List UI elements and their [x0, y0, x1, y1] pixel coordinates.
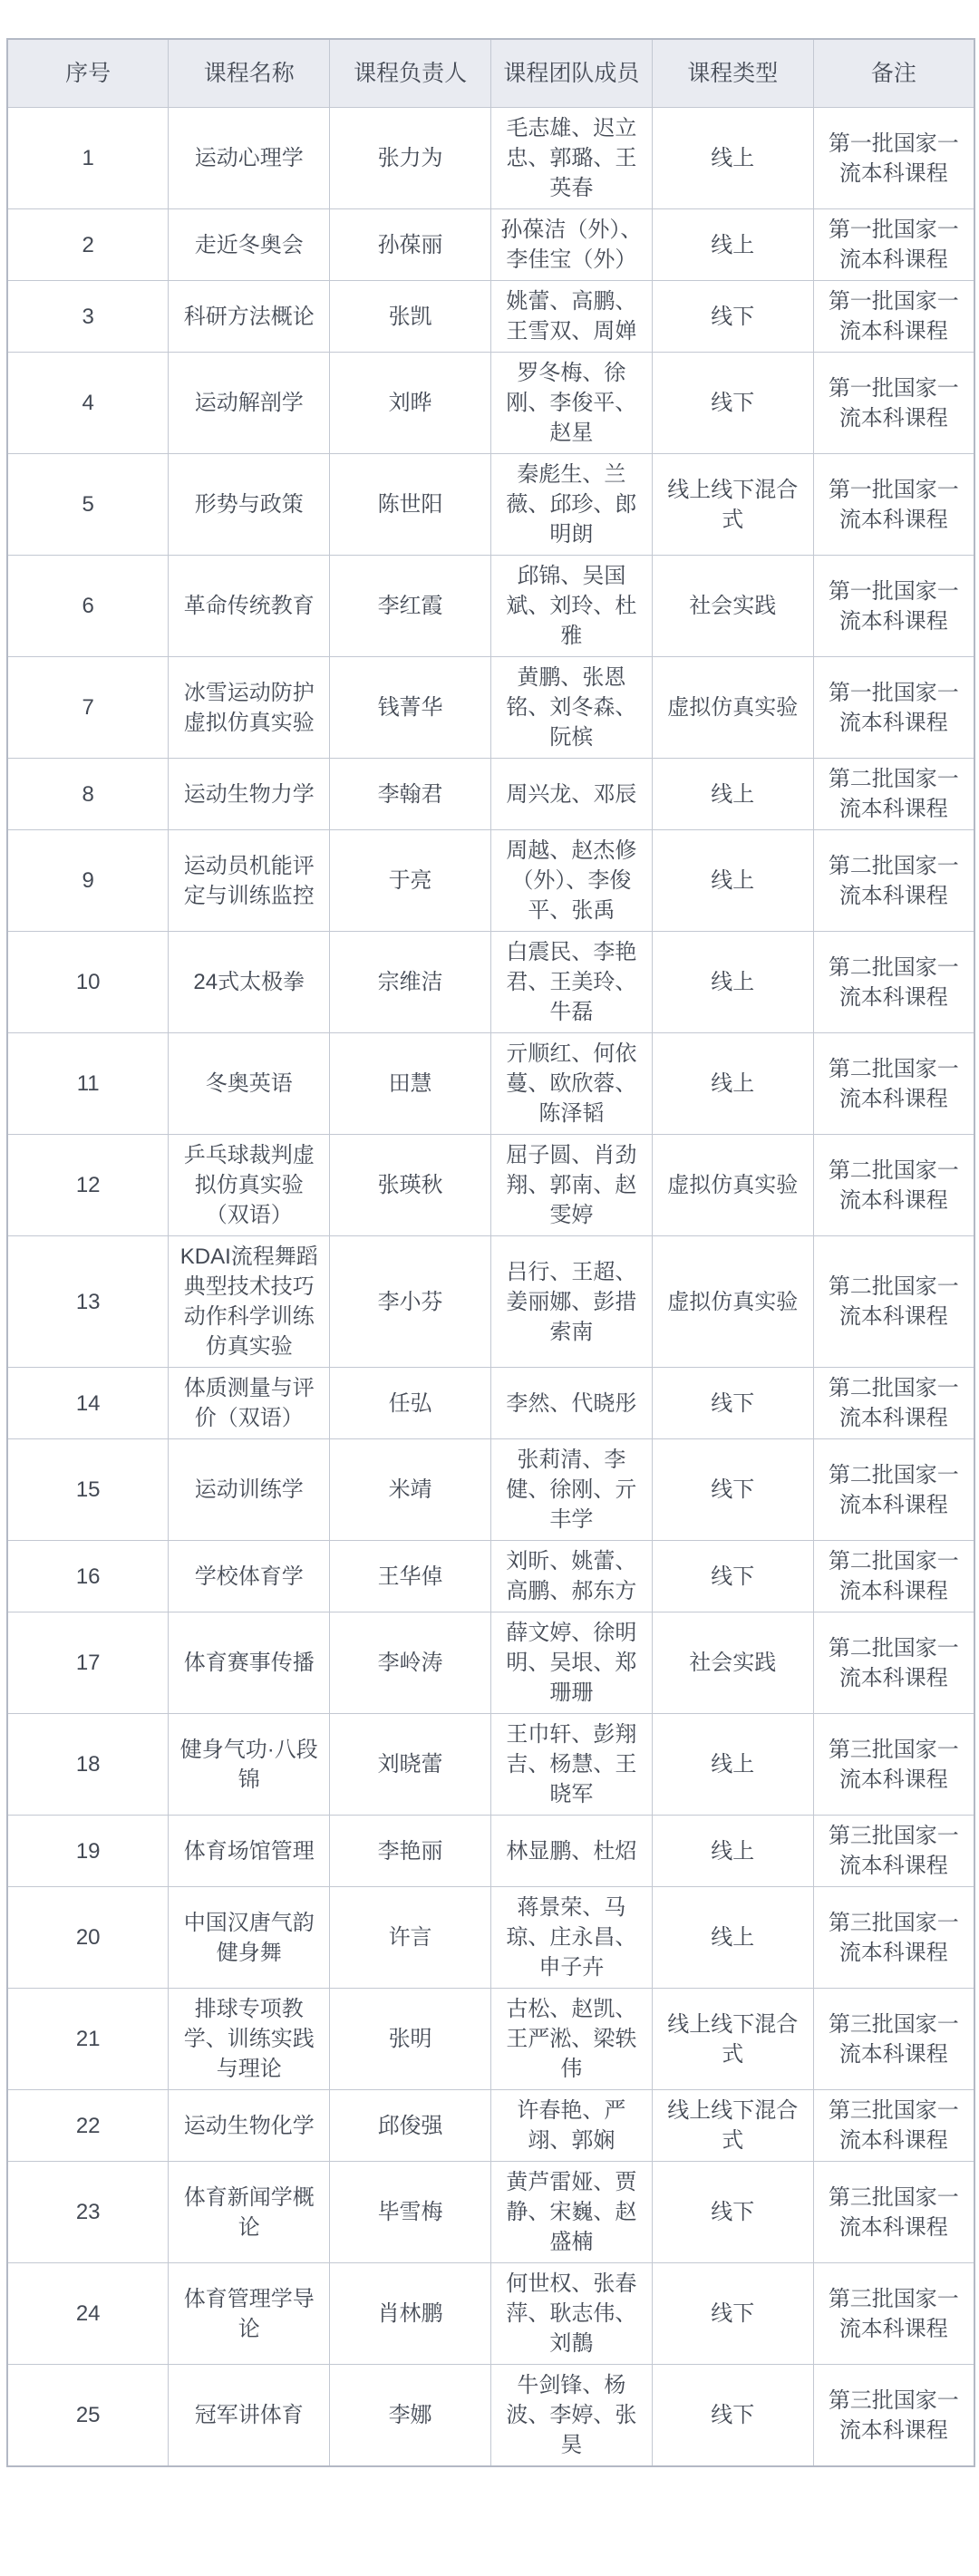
cell-index: 11 [7, 1033, 169, 1135]
cell-index: 22 [7, 2090, 169, 2162]
cell-leader: 张瑛秋 [330, 1135, 491, 1236]
cell-course-type: 线上 [652, 759, 813, 830]
table-row [7, 1714, 974, 1816]
cell-course-type: 线上 [652, 1887, 813, 1989]
cell-team-members: 何世权、张春萍、耿志伟、刘鶄 [490, 2263, 652, 2365]
cell-index: 10 [7, 932, 169, 1033]
cell-index: 18 [7, 1714, 169, 1816]
cell-index: 16 [7, 1541, 169, 1612]
cell-index: 19 [7, 1816, 169, 1887]
table-row [7, 1816, 974, 1887]
header-course-name: 课程名称 [169, 39, 330, 108]
cell-index: 4 [7, 353, 169, 454]
header-team: 课程团队成员 [490, 39, 652, 108]
table-row [7, 1033, 974, 1135]
table-row [7, 2365, 974, 2467]
cell-team-members: 黄鹏、张恩铭、刘冬森、阮槟 [490, 657, 652, 759]
cell-course-name: 中国汉唐气韵健身舞 [169, 1887, 330, 1989]
header-note: 备注 [813, 39, 974, 108]
cell-course-type: 线下 [652, 2263, 813, 2365]
cell-leader: 张力为 [330, 108, 491, 209]
cell-note: 第三批国家一流本科课程 [813, 1989, 974, 2090]
cell-leader: 毕雪梅 [330, 2162, 491, 2263]
table-row [7, 1989, 974, 2090]
cell-note: 第二批国家一流本科课程 [813, 830, 974, 932]
cell-note: 第二批国家一流本科课程 [813, 1368, 974, 1439]
table-row [7, 454, 974, 556]
cell-team-members: 姚蕾、高鹏、王雪双、周婵 [490, 281, 652, 353]
cell-course-name: 健身气功·八段锦 [169, 1714, 330, 1816]
table-row [7, 657, 974, 759]
cell-index: 1 [7, 108, 169, 209]
cell-leader: 陈世阳 [330, 454, 491, 556]
cell-leader: 钱菁华 [330, 657, 491, 759]
cell-team-members: 亓顺红、何依蔓、欧欣蓉、陈泽韬 [490, 1033, 652, 1135]
cell-note: 第二批国家一流本科课程 [813, 1541, 974, 1612]
cell-course-name: 体育赛事传播 [169, 1612, 330, 1714]
cell-course-name: 运动生物化学 [169, 2090, 330, 2162]
cell-course-name: 学校体育学 [169, 1541, 330, 1612]
cell-leader: 王华倬 [330, 1541, 491, 1612]
cell-team-members: 周越、赵杰修（外）、李俊平、张禹 [490, 830, 652, 932]
cell-team-members: 古松、赵凯、王严淞、梁轶伟 [490, 1989, 652, 2090]
cell-course-type: 社会实践 [652, 556, 813, 657]
cell-team-members: 罗冬梅、徐刚、李俊平、赵星 [490, 353, 652, 454]
cell-course-name: 运动训练学 [169, 1439, 330, 1541]
course-table [6, 38, 975, 2467]
cell-note: 第三批国家一流本科课程 [813, 2162, 974, 2263]
cell-leader: 于亮 [330, 830, 491, 932]
cell-course-type: 线下 [652, 2365, 813, 2467]
cell-note: 第三批国家一流本科课程 [813, 2090, 974, 2162]
cell-note: 第一批国家一流本科课程 [813, 353, 974, 454]
cell-leader: 李红霞 [330, 556, 491, 657]
cell-team-members: 王巾轩、彭翔吉、杨慧、王晓军 [490, 1714, 652, 1816]
cell-leader: 任弘 [330, 1368, 491, 1439]
cell-course-type: 虚拟仿真实验 [652, 1135, 813, 1236]
cell-note: 第一批国家一流本科课程 [813, 209, 974, 281]
cell-index: 3 [7, 281, 169, 353]
cell-course-type: 线上 [652, 209, 813, 281]
cell-course-name: 冰雪运动防护虚拟仿真实验 [169, 657, 330, 759]
cell-note: 第二批国家一流本科课程 [813, 1033, 974, 1135]
cell-index: 24 [7, 2263, 169, 2365]
cell-leader: 孙葆丽 [330, 209, 491, 281]
cell-leader: 米靖 [330, 1439, 491, 1541]
cell-course-name: 运动解剖学 [169, 353, 330, 454]
cell-team-members: 薛文婷、徐明明、吴垠、郑珊珊 [490, 1612, 652, 1714]
cell-index: 13 [7, 1236, 169, 1368]
table-row [7, 932, 974, 1033]
cell-index: 23 [7, 2162, 169, 2263]
cell-course-type: 线上线下混合式 [652, 454, 813, 556]
cell-course-type: 虚拟仿真实验 [652, 657, 813, 759]
cell-team-members: 周兴龙、邓辰 [490, 759, 652, 830]
header-type: 课程类型 [652, 39, 813, 108]
table-row [7, 830, 974, 932]
table-row [7, 556, 974, 657]
cell-course-name: 运动心理学 [169, 108, 330, 209]
cell-index: 17 [7, 1612, 169, 1714]
table-row [7, 1368, 974, 1439]
cell-note: 第一批国家一流本科课程 [813, 108, 974, 209]
cell-index: 12 [7, 1135, 169, 1236]
cell-course-type: 线下 [652, 1439, 813, 1541]
header-leader: 课程负责人 [330, 39, 491, 108]
cell-note: 第二批国家一流本科课程 [813, 759, 974, 830]
cell-team-members: 吕行、王超、姜丽娜、彭措索南 [490, 1236, 652, 1368]
cell-leader: 李岭涛 [330, 1612, 491, 1714]
table-row [7, 1887, 974, 1989]
cell-course-name: 运动生物力学 [169, 759, 330, 830]
cell-index: 20 [7, 1887, 169, 1989]
cell-team-members: 牛剑锋、杨波、李婷、张昊 [490, 2365, 652, 2467]
cell-index: 15 [7, 1439, 169, 1541]
cell-course-name: 革命传统教育 [169, 556, 330, 657]
cell-note: 第一批国家一流本科课程 [813, 454, 974, 556]
cell-course-name: 体质测量与评价（双语） [169, 1368, 330, 1439]
cell-index: 14 [7, 1368, 169, 1439]
table-row [7, 2162, 974, 2263]
cell-course-name: 冬奥英语 [169, 1033, 330, 1135]
cell-course-name: 体育场馆管理 [169, 1816, 330, 1887]
table-row [7, 1541, 974, 1612]
cell-course-name: 乒乓球裁判虚拟仿真实验（双语） [169, 1135, 330, 1236]
table-row [7, 759, 974, 830]
cell-note: 第二批国家一流本科课程 [813, 1135, 974, 1236]
table-row [7, 281, 974, 353]
cell-note: 第三批国家一流本科课程 [813, 2263, 974, 2365]
cell-leader: 宗维洁 [330, 932, 491, 1033]
cell-team-members: 孙葆洁（外）、李佳宝（外） [490, 209, 652, 281]
cell-note: 第三批国家一流本科课程 [813, 1714, 974, 1816]
table-row [7, 1236, 974, 1368]
cell-leader: 张明 [330, 1989, 491, 2090]
cell-team-members: 邱锦、吴国斌、刘玲、杜雅 [490, 556, 652, 657]
cell-course-type: 线上 [652, 1816, 813, 1887]
cell-course-type: 虚拟仿真实验 [652, 1236, 813, 1368]
cell-team-members: 张莉清、李健、徐刚、亓丰学 [490, 1439, 652, 1541]
cell-note: 第一批国家一流本科课程 [813, 281, 974, 353]
cell-course-name: 体育新闻学概论 [169, 2162, 330, 2263]
cell-course-type: 线上 [652, 1714, 813, 1816]
cell-team-members: 许春艳、严翊、郭娴 [490, 2090, 652, 2162]
cell-note: 第一批国家一流本科课程 [813, 657, 974, 759]
cell-course-name: 科研方法概论 [169, 281, 330, 353]
cell-course-name: 运动员机能评定与训练监控 [169, 830, 330, 932]
cell-note: 第三批国家一流本科课程 [813, 1816, 974, 1887]
cell-index: 2 [7, 209, 169, 281]
cell-index: 8 [7, 759, 169, 830]
cell-leader: 李翰君 [330, 759, 491, 830]
cell-leader: 邱俊强 [330, 2090, 491, 2162]
cell-course-type: 线上 [652, 108, 813, 209]
cell-note: 第二批国家一流本科课程 [813, 1612, 974, 1714]
cell-course-name: 走近冬奥会 [169, 209, 330, 281]
cell-leader: 许言 [330, 1887, 491, 1989]
cell-course-type: 线上线下混合式 [652, 1989, 813, 2090]
table-row [7, 353, 974, 454]
cell-team-members: 刘昕、姚蕾、高鹏、郝东方 [490, 1541, 652, 1612]
table-body [7, 108, 974, 2467]
cell-team-members: 秦彪生、兰薇、邱珍、郎明朗 [490, 454, 652, 556]
cell-course-type: 线上 [652, 830, 813, 932]
cell-note: 第二批国家一流本科课程 [813, 932, 974, 1033]
cell-leader: 田慧 [330, 1033, 491, 1135]
cell-note: 第二批国家一流本科课程 [813, 1236, 974, 1368]
cell-course-name: KDAI流程舞蹈典型技术技巧动作科学训练仿真实验 [169, 1236, 330, 1368]
table-row [7, 1135, 974, 1236]
cell-course-type: 线上 [652, 932, 813, 1033]
cell-course-type: 线下 [652, 281, 813, 353]
cell-course-type: 线下 [652, 1368, 813, 1439]
cell-course-type: 线下 [652, 2162, 813, 2263]
cell-note: 第三批国家一流本科课程 [813, 2365, 974, 2467]
cell-course-name: 排球专项教学、训练实践与理论 [169, 1989, 330, 2090]
cell-team-members: 毛志雄、迟立忠、郭璐、王英春 [490, 108, 652, 209]
cell-leader: 李艳丽 [330, 1816, 491, 1887]
table-row [7, 209, 974, 281]
cell-index: 21 [7, 1989, 169, 2090]
cell-leader: 刘晓蕾 [330, 1714, 491, 1816]
table-row [7, 2090, 974, 2162]
table-row [7, 108, 974, 209]
cell-team-members: 蒋景荣、马琼、庄永昌、申子卉 [490, 1887, 652, 1989]
cell-course-name: 体育管理学导论 [169, 2263, 330, 2365]
cell-course-type: 线下 [652, 353, 813, 454]
cell-index: 5 [7, 454, 169, 556]
table-header-row [7, 39, 974, 108]
cell-course-type: 线上 [652, 1033, 813, 1135]
cell-team-members: 黄芦雷娅、贾静、宋巍、赵盛楠 [490, 2162, 652, 2263]
cell-leader: 张凯 [330, 281, 491, 353]
cell-course-name: 冠军讲体育 [169, 2365, 330, 2467]
cell-team-members: 林显鹏、杜炤 [490, 1816, 652, 1887]
cell-team-members: 白震民、李艳君、王美玲、牛磊 [490, 932, 652, 1033]
cell-course-type: 线上线下混合式 [652, 2090, 813, 2162]
header-no: 序号 [7, 39, 169, 108]
cell-course-type: 线下 [652, 1541, 813, 1612]
cell-team-members: 李然、代晓彤 [490, 1368, 652, 1439]
cell-leader: 刘晔 [330, 353, 491, 454]
cell-index: 25 [7, 2365, 169, 2467]
cell-course-name: 形势与政策 [169, 454, 330, 556]
cell-leader: 肖林鹏 [330, 2263, 491, 2365]
cell-course-type: 社会实践 [652, 1612, 813, 1714]
cell-leader: 李娜 [330, 2365, 491, 2467]
cell-index: 7 [7, 657, 169, 759]
cell-note: 第三批国家一流本科课程 [813, 1887, 974, 1989]
cell-index: 9 [7, 830, 169, 932]
table-row [7, 1439, 974, 1541]
cell-team-members: 屈子圆、肖劲翔、郭南、赵雯婷 [490, 1135, 652, 1236]
cell-note: 第二批国家一流本科课程 [813, 1439, 974, 1541]
cell-leader: 李小芬 [330, 1236, 491, 1368]
cell-course-name: 24式太极拳 [169, 932, 330, 1033]
table-row [7, 2263, 974, 2365]
cell-note: 第一批国家一流本科课程 [813, 556, 974, 657]
cell-index: 6 [7, 556, 169, 657]
table-row [7, 1612, 974, 1714]
